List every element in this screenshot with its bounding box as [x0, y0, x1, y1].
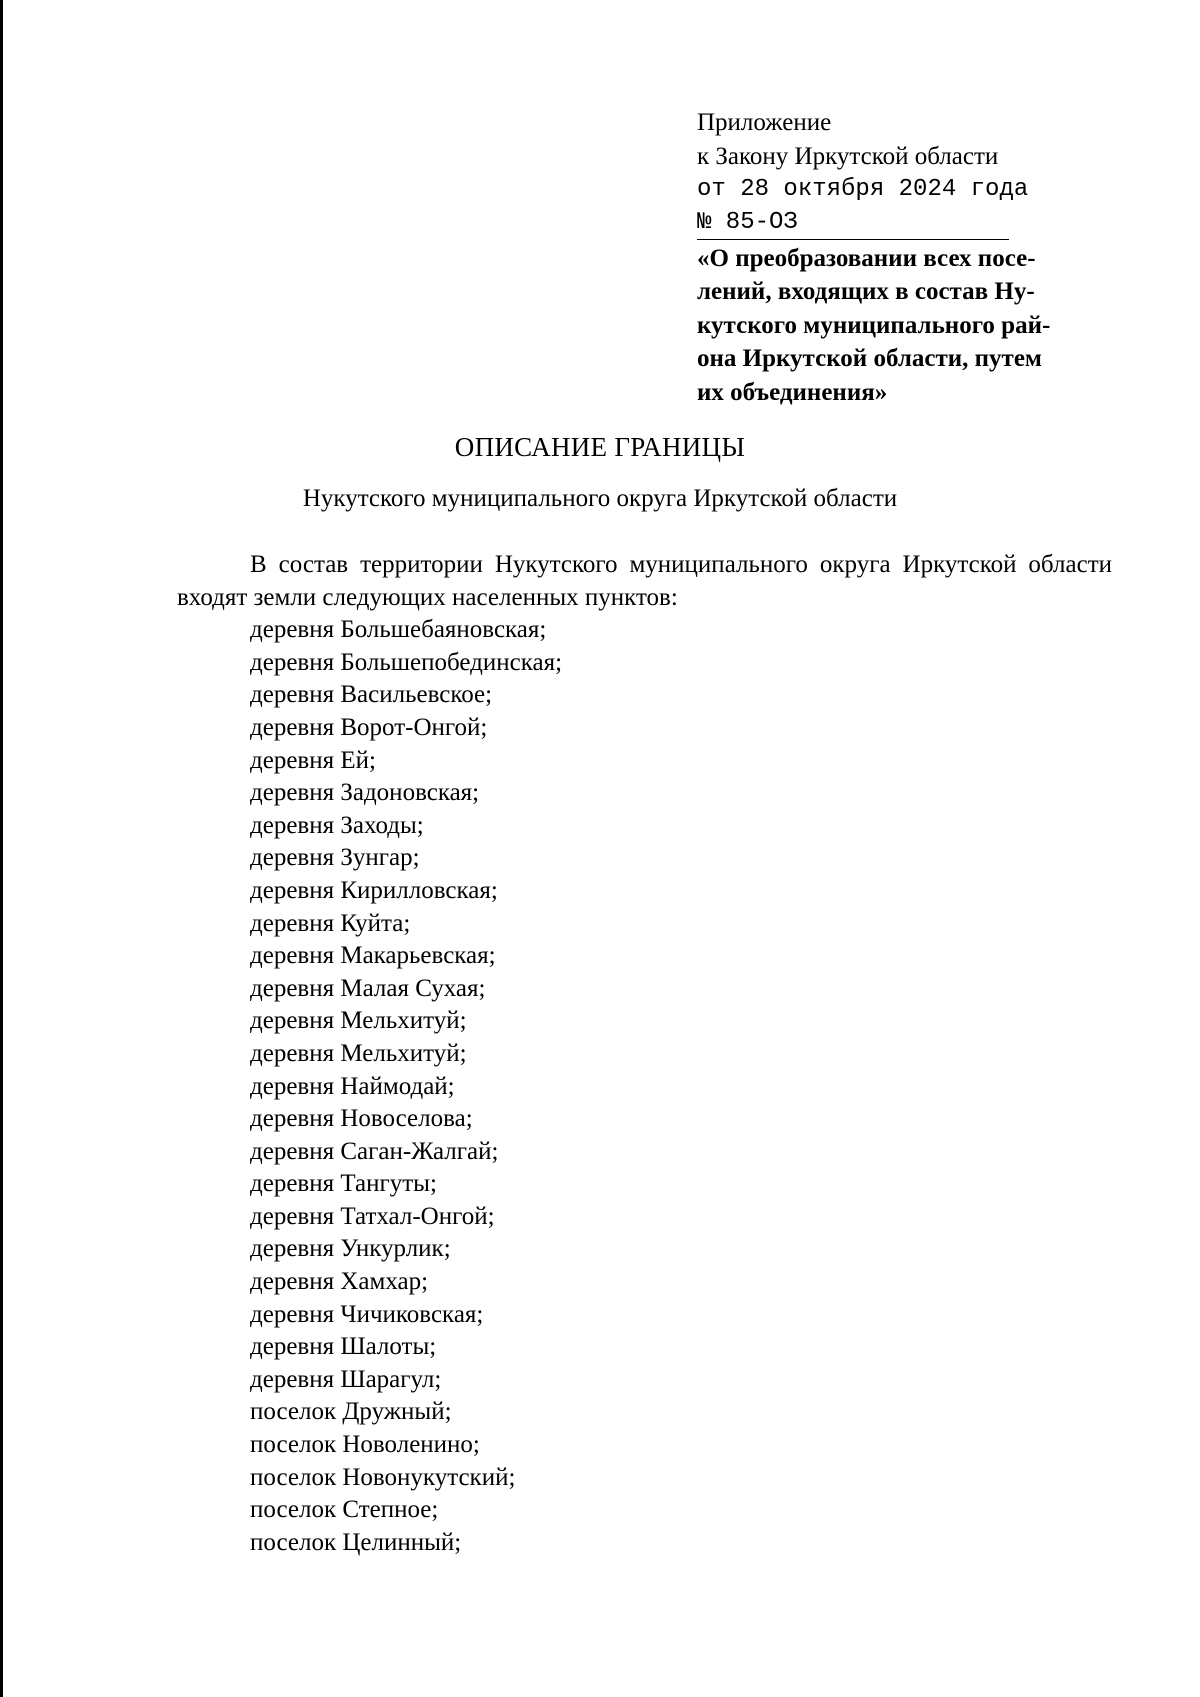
- law-title-line: лений, входящих в состав Ну-: [697, 278, 1035, 305]
- settlement-item: деревня Кирилловская;: [250, 876, 498, 904]
- settlement-item: деревня Заходы;: [250, 811, 424, 839]
- settlement-item: поселок Новоленино;: [250, 1431, 480, 1459]
- settlement-item: деревня Васильевское;: [250, 681, 493, 709]
- appendix-header: [697, 106, 1117, 409]
- settlement-item: деревня Чичиковская;: [250, 1300, 484, 1328]
- settlement-item: деревня Хамхар;: [250, 1268, 429, 1296]
- settlement-item: деревня Тангуты;: [250, 1170, 437, 1198]
- settlement-item: деревня Шарагул;: [250, 1365, 442, 1393]
- appendix-number: № 85-ОЗ: [697, 207, 1009, 240]
- appendix-law-ref: к Закону Иркутской области: [697, 142, 999, 170]
- appendix-label: Приложение: [697, 109, 832, 136]
- settlement-item: деревня Куйта;: [250, 909, 411, 937]
- settlement-item: поселок Новонукутский;: [250, 1463, 516, 1491]
- settlement-item: поселок Дружный;: [250, 1398, 452, 1426]
- settlement-item: деревня Макарьевская;: [250, 942, 496, 970]
- settlement-item: деревня Зунгар;: [250, 844, 420, 872]
- settlement-item: поселок Степное;: [250, 1496, 439, 1524]
- law-title-line: их объединения»: [697, 378, 888, 406]
- document-title: ОПИСАНИЕ ГРАНИЦЫ: [454, 432, 746, 462]
- appendix-date: от 28 октября 2024 года: [697, 176, 1029, 203]
- settlement-item: деревня Мельхитуй;: [250, 1039, 467, 1067]
- settlement-item: деревня Шалоты;: [250, 1333, 437, 1361]
- settlement-item: деревня Большепобединская;: [250, 648, 563, 676]
- settlement-item: деревня Малая Сухая;: [250, 974, 486, 1002]
- settlement-item: деревня Ей;: [250, 746, 376, 774]
- settlement-item: деревня Задоновская;: [250, 779, 480, 807]
- law-title: [697, 242, 1097, 410]
- law-title-line: она Иркутской области, путем: [697, 345, 1042, 372]
- intro-paragraph: В состав территории Нукутского муниципального округа Иркутской области входят земли следующих населенных пунктов:: [177, 551, 1112, 611]
- page-edge: [0, 0, 3, 1697]
- settlement-item: деревня Саган-Жалгай;: [250, 1137, 499, 1165]
- document-subtitle: Нукутского муниципального округа Иркутской области: [302, 485, 898, 512]
- law-title-line: кутского муниципального рай-: [697, 311, 1051, 339]
- settlement-item: деревня Ворот-Онгой;: [250, 713, 488, 741]
- document-body: [177, 549, 1112, 1559]
- settlement-item: деревня Мельхитуй;: [250, 1007, 467, 1035]
- settlement-item: деревня Ункурлик;: [250, 1235, 451, 1263]
- law-title-line: «О преобразовании всех посе-: [697, 244, 1036, 272]
- settlement-item: деревня Большебаяновская;: [250, 616, 547, 644]
- settlement-item: деревня Новоселова;: [250, 1105, 473, 1133]
- settlement-item: поселок Целинный;: [250, 1528, 462, 1556]
- settlement-list: [177, 614, 1112, 1559]
- settlement-item: деревня Наймодай;: [250, 1072, 455, 1100]
- settlement-item: деревня Татхал-Онгой;: [250, 1202, 495, 1230]
